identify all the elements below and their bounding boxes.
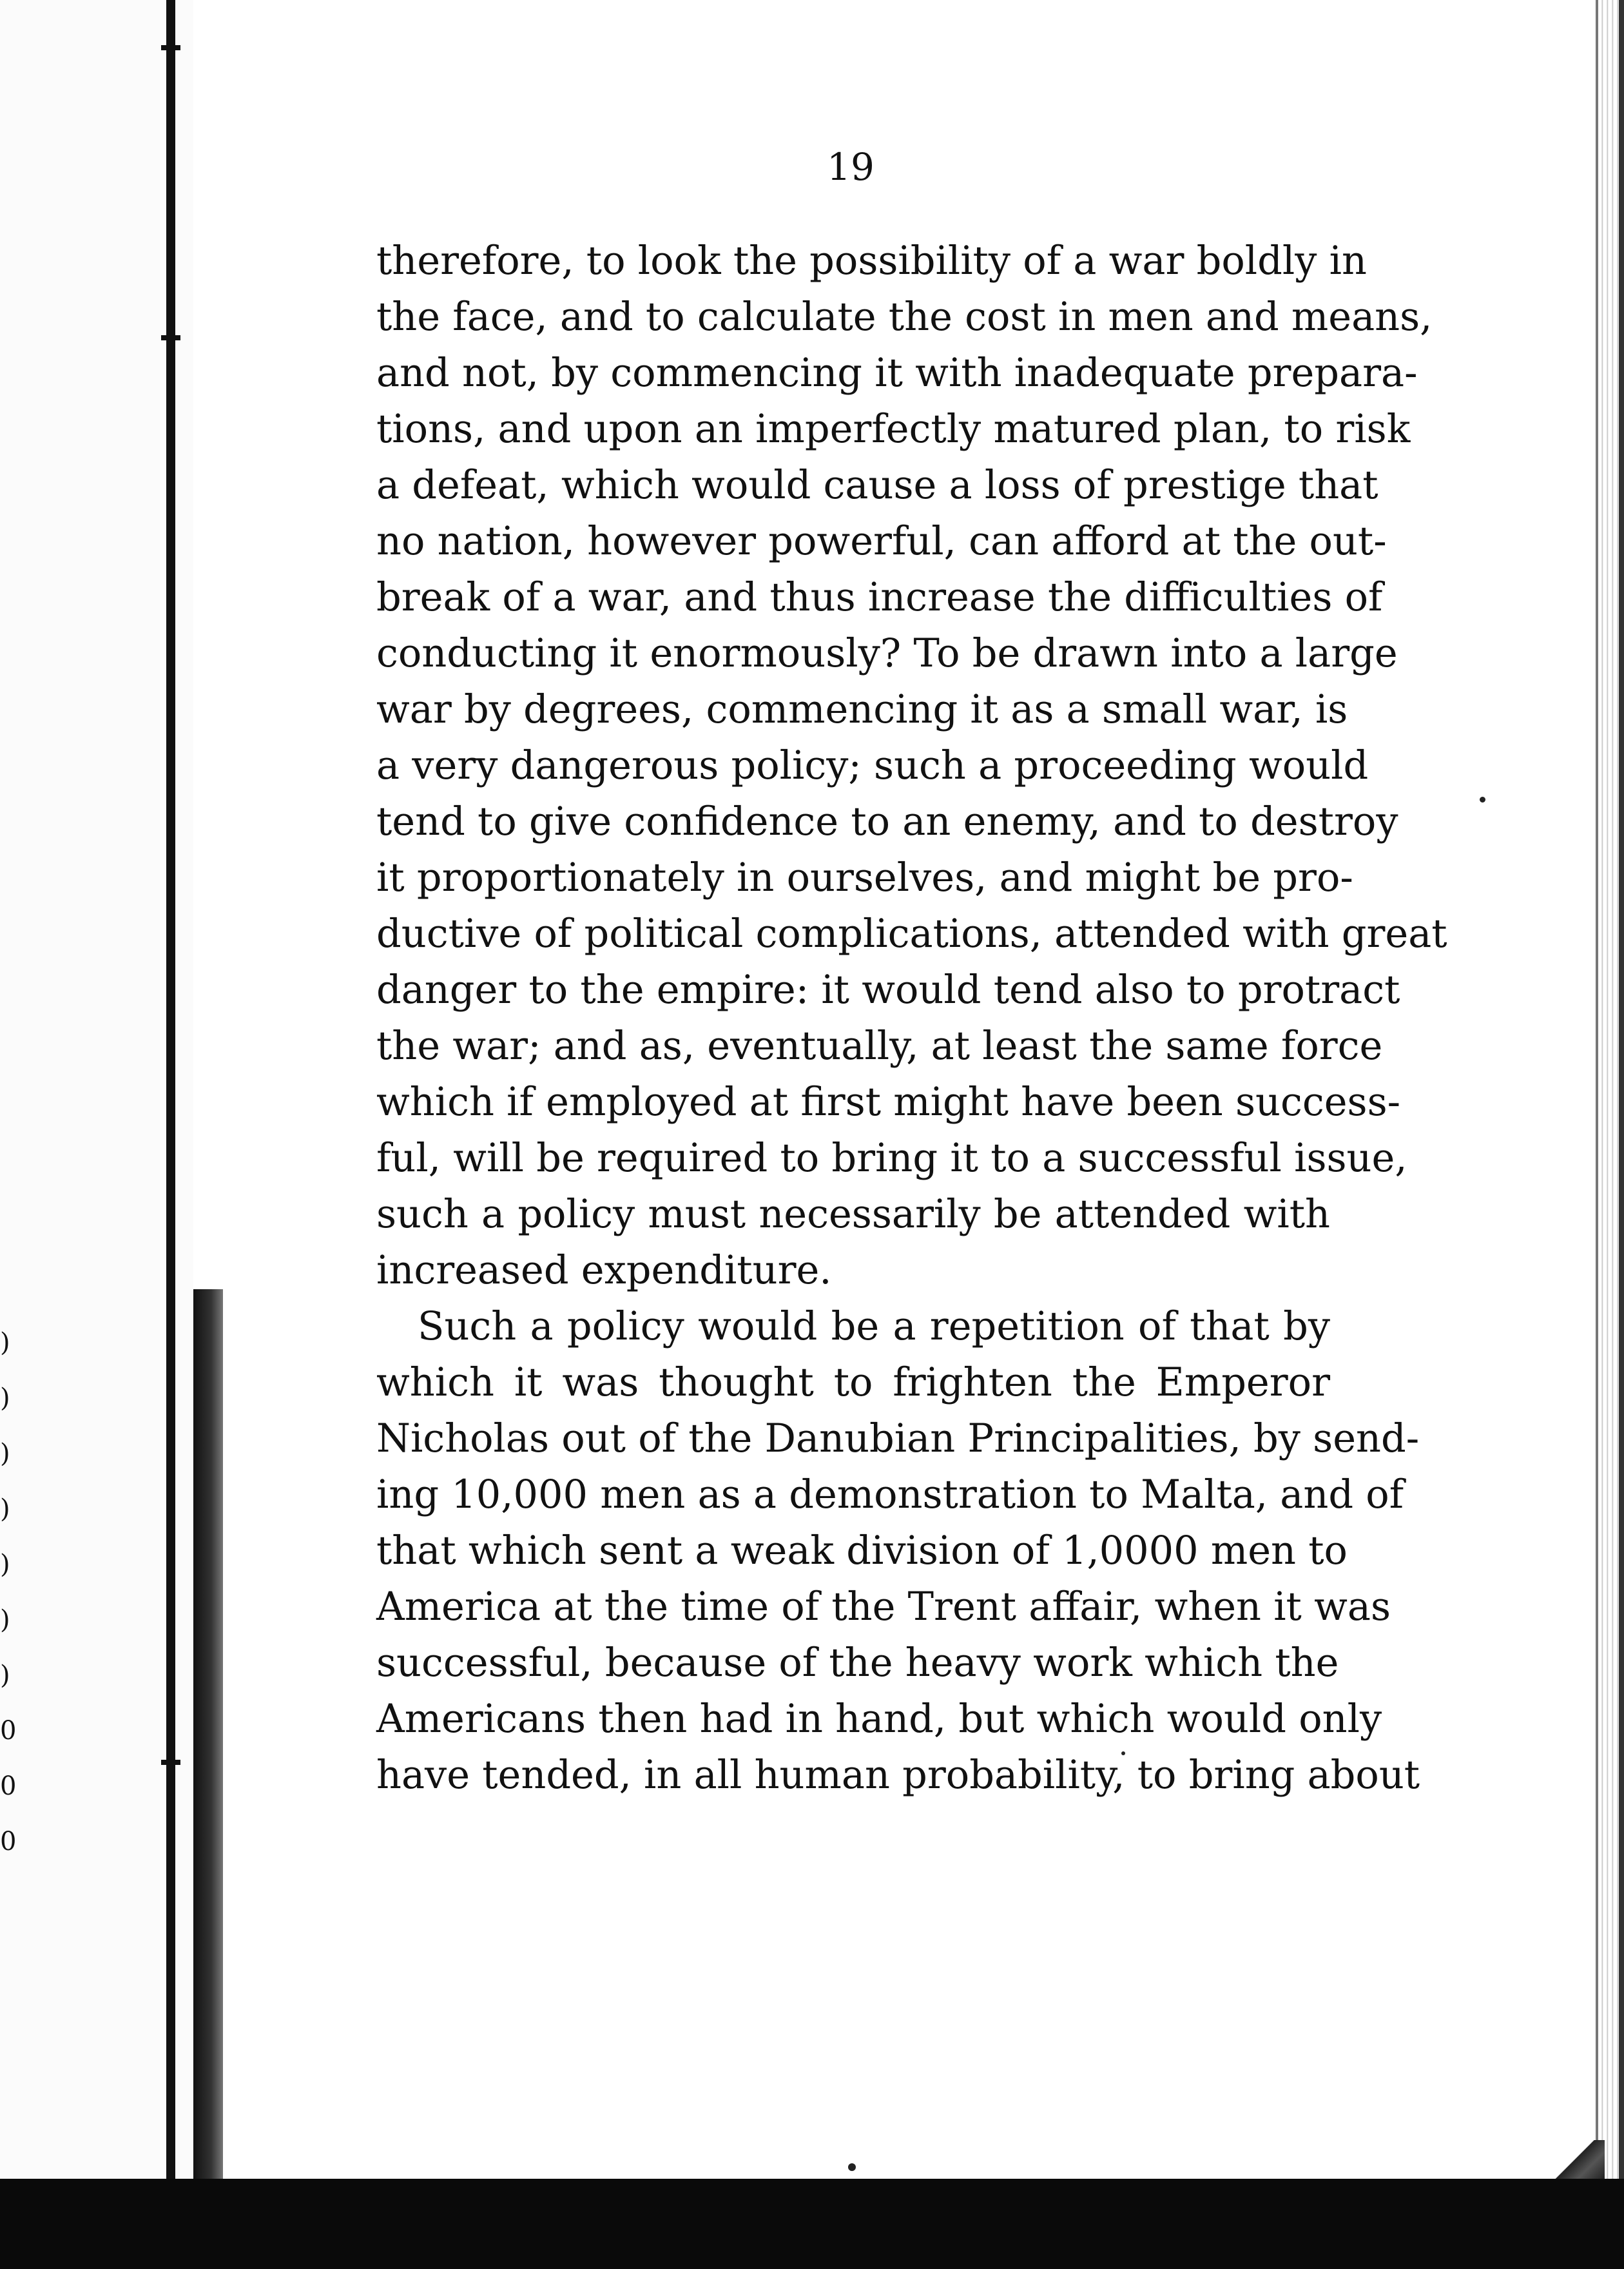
ink-speck (1480, 797, 1485, 803)
binding-mark (161, 335, 180, 340)
text-line: break of a war, and thus increase the difficulties of (376, 575, 1383, 620)
text-line: the war; and as, eventually, at least the same force (376, 1024, 1383, 1069)
text-line: which if employed at first might have been success- (376, 1080, 1401, 1125)
text-line: Nicholas out of the Danubian Principalities, by send- (376, 1416, 1420, 1461)
text-line: such a policy must necessarily be attended with (376, 1192, 1330, 1237)
page-number: 19 (827, 145, 875, 189)
previous-page-digit: ) (0, 1550, 10, 1579)
previous-page-edge (0, 0, 193, 2179)
text-line: that which sent a weak division of 1,0000 men to (376, 1528, 1348, 1573)
previous-page-digits (0, 1315, 15, 1869)
previous-page-digit: ) (0, 1605, 10, 1635)
text-line: have tended, in all human probability, to bring about (376, 1753, 1420, 1798)
text-line: therefore, to look the possibility of a war boldly in (376, 239, 1367, 284)
page-stack-shadow (1619, 0, 1624, 2179)
page-corner-fold (1553, 2140, 1605, 2179)
scan-bottom-border (0, 2179, 1624, 2269)
previous-page-digit: ) (0, 1328, 10, 1358)
previous-page-digit: 0 (0, 1771, 17, 1801)
text-line: successful, because of the heavy work which the (376, 1641, 1339, 1686)
binding-mark (161, 45, 180, 50)
text-line: war by degrees, commencing it as a small war, is (376, 687, 1348, 732)
body-text (376, 233, 1447, 1804)
text-line: ductive of political complications, attended with great (376, 911, 1447, 957)
text-line: a defeat, which would cause a loss of prestige that (376, 463, 1378, 508)
previous-page-digit: ) (0, 1383, 10, 1413)
text-line: it proportionately in ourselves, and might be pro- (376, 855, 1353, 901)
text-line: ful, will be required to bring it to a successful issue, (376, 1136, 1407, 1181)
text-line: tend to give confidence to an enemy, and to destroy (376, 799, 1398, 844)
text-line: which it was thought to frighten the Emperor (376, 1360, 1330, 1405)
text-line: danger to the empire: it would tend also to protract (376, 968, 1400, 1013)
text-line: Such a policy would be a repetition of that by (418, 1304, 1330, 1349)
text-line: ing 10,000 men as a demonstration to Malta, and of (376, 1472, 1404, 1517)
text-line: a very dangerous policy; such a proceeding would (376, 743, 1369, 788)
ink-speck (848, 2163, 856, 2171)
text-line: conducting it enormously? To be drawn into a large (376, 631, 1398, 676)
gutter-shadow (193, 1289, 223, 2179)
text-line: Americans then had in hand, but which would only (376, 1697, 1382, 1742)
text-line: America at the time of the Trent affair, when it was (376, 1584, 1391, 1630)
binding-shadow (166, 0, 175, 2179)
previous-page-digit: ) (0, 1494, 10, 1524)
previous-page-digit: ) (0, 1660, 10, 1690)
text-line: no nation, however powerful, can afford at the out- (376, 519, 1387, 564)
previous-page-digit: 0 (0, 1827, 17, 1856)
binding-mark (161, 1760, 180, 1765)
text-line: and not, by commencing it with inadequate prepara- (376, 351, 1418, 396)
text-line: increased expenditure. (376, 1248, 832, 1293)
previous-page-digit: ) (0, 1439, 10, 1468)
paragraph (376, 233, 1447, 1299)
paragraph (376, 1299, 1420, 1804)
text-line: the face, and to calculate the cost in men and means, (376, 295, 1433, 340)
text-line: tions, and upon an imperfectly matured plan, to risk (376, 407, 1411, 452)
previous-page-digit: 0 (0, 1716, 17, 1746)
